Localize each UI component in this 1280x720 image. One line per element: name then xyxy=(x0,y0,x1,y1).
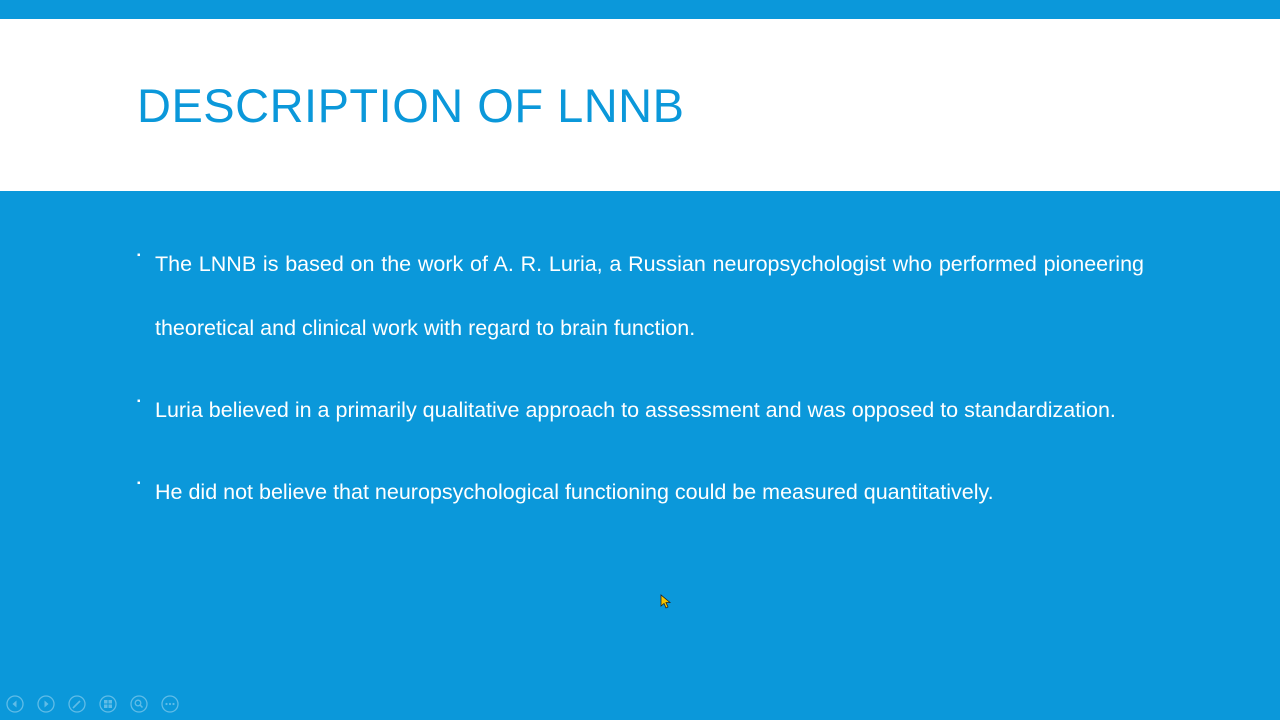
zoom-icon xyxy=(130,695,148,713)
pen-icon xyxy=(68,695,86,713)
slideshow-controls xyxy=(4,694,181,714)
bullet-marker-icon: ▪ xyxy=(137,478,141,489)
bullet-item xyxy=(137,232,1144,360)
slide-title: DESCRIPTION OF LNNB xyxy=(137,79,685,132)
slide-sorter-button[interactable] xyxy=(97,694,119,714)
bullet-text: Luria believed in a primarily qualitative approach to assessment and was opposed to standardization. xyxy=(155,398,1116,422)
more-options-icon xyxy=(161,695,179,713)
slide-sorter-icon xyxy=(99,695,117,713)
bullet-marker-icon: ▪ xyxy=(137,396,141,407)
bullet-marker-icon: ▪ xyxy=(137,250,141,261)
previous-slide-button[interactable] xyxy=(4,694,26,714)
next-slide-button[interactable] xyxy=(35,694,57,714)
previous-slide-icon xyxy=(6,695,24,713)
bullet-text: He did not believe that neuropsychological functioning could be measured quantitatively. xyxy=(155,480,994,504)
bullet-text: The LNNB is based on the work of A. R. Luria, a Russian neuropsychologist who performed pioneering theoretical and clinical work with regard to brain function. xyxy=(155,252,1144,340)
zoom-button[interactable] xyxy=(128,694,150,714)
bullet-list xyxy=(137,232,1144,542)
mouse-cursor-icon xyxy=(660,594,672,610)
bullet-item xyxy=(137,378,1144,442)
pen-button[interactable] xyxy=(66,694,88,714)
bullet-item xyxy=(137,460,1144,524)
next-slide-icon xyxy=(37,695,55,713)
more-options-button[interactable] xyxy=(159,694,181,714)
